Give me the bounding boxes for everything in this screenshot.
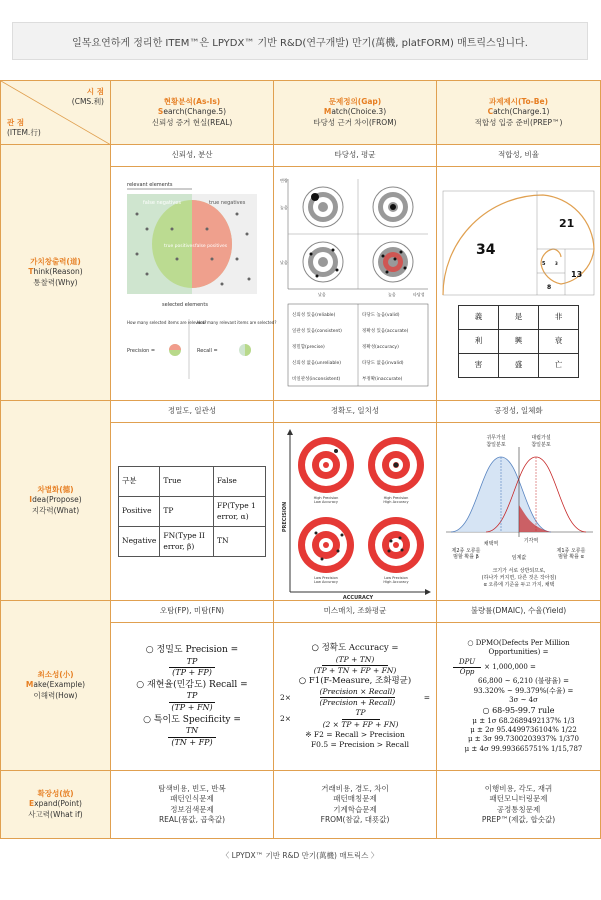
- venn-figure-cell: [111, 167, 277, 401]
- svg-text:true positives: true positives: [164, 243, 195, 249]
- intro-banner: [12, 22, 588, 60]
- hanja-grid: 義 是 非 利 興 衰 害 盛 亡: [458, 305, 579, 378]
- svg-text:false negatives: false negatives: [143, 199, 181, 206]
- fibonacci-spiral: [441, 189, 596, 299]
- validity-targets-figure: [278, 174, 433, 394]
- svg-text:임계값: 임계값: [511, 554, 527, 561]
- svg-text:High Precision: High Precision: [313, 495, 338, 500]
- svg-text:범할 확률 β: 범할 확률 β: [453, 553, 479, 560]
- svg-text:selected elements: selected elements: [162, 301, 208, 308]
- formula-dpmo: ○ DPMO(Defects Per Million Opportunities) = DPU Opp × 1,000,000 = 66,800 ~ 6,210 (불량율) = 93.320% ~ 99.379%(수율) = 3σ ~ 4σ ○ 68-95-99.7 rule μ ± 1σ 68.2689492137% 1/3 μ ± 2σ 95.4499736104% 1/22 μ ± 3σ 99.7300203937% 1/370 μ ± 4σ 99.993665751% 1/15,787: [437, 623, 601, 771]
- svg-text:범할 확률 α: 범할 확률 α: [558, 553, 584, 560]
- svg-text:High Accuracy: High Accuracy: [382, 579, 409, 584]
- subheader: 정확도, 일치성: [274, 401, 437, 423]
- hypothesis-distribution-cell: [437, 423, 601, 601]
- svg-text:타당도 없음(invalid): 타당도 없음(invalid): [361, 360, 404, 366]
- svg-text:5: 5: [542, 261, 546, 267]
- svg-text:How many relevant items are se: How many relevant items are selected?: [197, 319, 277, 325]
- svg-text:제2종 오류를: 제2종 오류를: [451, 547, 481, 554]
- targets-validity-cell: [274, 167, 437, 401]
- svg-text:3: 3: [555, 261, 558, 266]
- svg-text:일관성 있음(consistent): 일관성 있음(consistent): [291, 328, 342, 334]
- corner-cell: [1, 81, 111, 145]
- svg-text:Low Accuracy: Low Accuracy: [313, 579, 338, 584]
- svg-text:High Precision: High Precision: [383, 495, 408, 500]
- expand-cell-3: 이행비용, 각도, 재귀 패턴모니터링문제 공정통칭문제 PREP™(제값, 합숫값): [437, 771, 601, 839]
- corner-bottom: 관 점: [7, 117, 25, 127]
- formula-precision-recall: ○ 정밀도 Precision = TP (TP + FP) ○ 재현율(민감도) Recall = TP (TP + FN) ○ 특이도 Specificity = TN (TN + FP): [111, 623, 274, 771]
- subheader: 적합성, 비율: [437, 145, 601, 167]
- svg-text:타당성: 타당성: [412, 291, 425, 297]
- subheader: 미스매치, 조화평균: [274, 601, 437, 623]
- svg-text:신뢰성 있음(reliable): 신뢰성 있음(reliable): [291, 312, 335, 318]
- row-label-idea: 차별화(德) Idea(Propose) 지각력(What): [1, 401, 111, 601]
- svg-text:true negatives: true negatives: [209, 199, 246, 206]
- svg-text:α 오류에 기준을 두고 가지, 채택: α 오류에 기준을 두고 가지, 채택: [483, 581, 555, 588]
- corner-top-sub: (CMS.利): [71, 97, 104, 107]
- svg-text:정확성 있음(accurate): 정확성 있음(accurate): [361, 328, 408, 334]
- svg-text:기각역: 기각역: [523, 537, 539, 544]
- svg-text:Low Precision: Low Precision: [383, 575, 408, 580]
- svg-text:relevant elements: relevant elements: [127, 181, 173, 188]
- svg-text:높음: 높음: [387, 291, 396, 297]
- svg-text:정밀함(precise): 정밀함(precise): [291, 344, 325, 350]
- subheader: 불량률(DMAIC), 수율(Yield): [437, 601, 601, 623]
- svg-text:채택역: 채택역: [483, 540, 499, 547]
- svg-text:Precision =: Precision =: [127, 347, 156, 354]
- expand-cell-1: 탐색비용, 빈도, 반복 패턴인식문제 정보검색문제 REAL(품값, 곱축값): [111, 771, 274, 839]
- precision-accuracy-targets: [278, 427, 433, 601]
- formula-accuracy-f1: ○ 정확도 Accuracy = (TP + TN) (TP + TN + FP + FN) ○ F1(F-Measure, 조화평균) 2× (Precision × Recall) (Precision + Recall) = 2× $\frac{TP}{(2 \times TP + FP + FN)}$ ※ F2 = Recall > Precision F0.5 = Precision > Recall: [274, 623, 437, 771]
- matrix-caption: 〈 LPYDX™ 기반 R&D 만기(萬機) 매트릭스 〉: [221, 851, 379, 860]
- subheader: 정밀도, 일관성: [111, 401, 274, 423]
- confusion-matrix: 구분 True False Positive TP FP(Type 1 error, α) Negative FN(Type II error, β) TN: [118, 466, 266, 557]
- intro-text: 일목요연하게 정리한 ITEM™은 LPYDX™ 기반 R&D(연구개발) 만기(萬機, platFORM) 매트릭스입니다.: [72, 37, 528, 49]
- svg-text:비일관성(inconsistent): 비일관성(inconsistent): [291, 376, 340, 382]
- hypothesis-distribution: [441, 427, 596, 597]
- svg-text:(하나가 커지면, 다른 것은 작아짐): (하나가 커지면, 다른 것은 작아짐): [481, 574, 557, 581]
- svg-text:낮음: 낮음: [317, 291, 326, 297]
- svg-text:제1종 오류를: 제1종 오류를: [556, 547, 586, 554]
- svg-text:false positives: false positives: [195, 243, 228, 249]
- svg-text:참일분포: 참일분포: [486, 441, 506, 448]
- column-header-as-is: 현황분석(As-Is) Search(Change.5) 신뢰성 증거 현실(REAL): [111, 81, 274, 145]
- svg-text:크기가 서로 상반되므로,: 크기가 서로 상반되므로,: [492, 567, 546, 574]
- svg-text:Low Precision: Low Precision: [313, 575, 338, 580]
- column-header-gap: 문제정의(Gap) Match(Choice.3) 타당성 근거 차이(FROM): [274, 81, 437, 145]
- row-label-make: 최소성(小) Make(Example) 이해력(How): [1, 601, 111, 771]
- expand-cell-2: 거래비용, 경도, 차이 패턴매칭문제 기계학습문제 FROM(참값, 대푯값): [274, 771, 437, 839]
- fibonacci-hanja-cell: [437, 167, 601, 401]
- precision-accuracy-targets-cell: [274, 423, 437, 601]
- corner-bottom-sub: (ITEM.行): [7, 127, 41, 137]
- column-header-to-be: 과제제시(To-Be) Catch(Charge.1) 적합성 입증 준비(PREP™): [437, 81, 601, 145]
- subheader: 공정성, 일체화: [437, 401, 601, 423]
- svg-text:How many selected items are re: How many selected items are relevant?: [127, 319, 207, 325]
- svg-text:34: 34: [476, 242, 496, 258]
- svg-text:High Accuracy: High Accuracy: [382, 499, 409, 504]
- row-label-expand: 확장성(放) Expand(Point) 사고력(What if): [1, 771, 111, 839]
- svg-text:대립가설: 대립가설: [531, 434, 551, 441]
- subheader: 타당성, 평균: [274, 145, 437, 167]
- svg-text:낮음: 낮음: [279, 259, 288, 265]
- svg-text:참일분포: 참일분포: [531, 441, 551, 448]
- matrix-table: [0, 80, 601, 839]
- svg-text:Low Accuracy: Low Accuracy: [313, 499, 338, 504]
- svg-text:타당도 높음(valid): 타당도 높음(valid): [361, 312, 399, 318]
- svg-text:신뢰성 없음(unreliable): 신뢰성 없음(unreliable): [291, 360, 341, 366]
- row-label-think: 가치창출력(道) Think(Reason) 통찰력(Why): [1, 145, 111, 401]
- svg-text:PRECISION: PRECISION: [281, 501, 288, 532]
- corner-top: 시 점: [86, 87, 104, 96]
- confusion-matrix-cell: [111, 423, 274, 601]
- svg-text:13: 13: [571, 270, 583, 279]
- svg-text:21: 21: [559, 217, 575, 230]
- svg-text:8: 8: [547, 284, 552, 291]
- svg-text:변량: 변량: [279, 177, 288, 183]
- subheader: 오탐(FP), 미탐(FN): [111, 601, 274, 623]
- svg-text:높음: 높음: [279, 204, 288, 210]
- svg-text:Recall =: Recall =: [197, 347, 218, 354]
- subheader: 신뢰성, 분산: [111, 145, 274, 167]
- svg-text:귀무가설: 귀무가설: [486, 434, 506, 441]
- svg-text:부정확(inaccurate): 부정확(inaccurate): [361, 376, 402, 382]
- svg-text:정확성(accuracy): 정확성(accuracy): [361, 344, 399, 350]
- svg-text:ACCURACY: ACCURACY: [342, 594, 373, 601]
- precision-recall-venn: [117, 174, 277, 394]
